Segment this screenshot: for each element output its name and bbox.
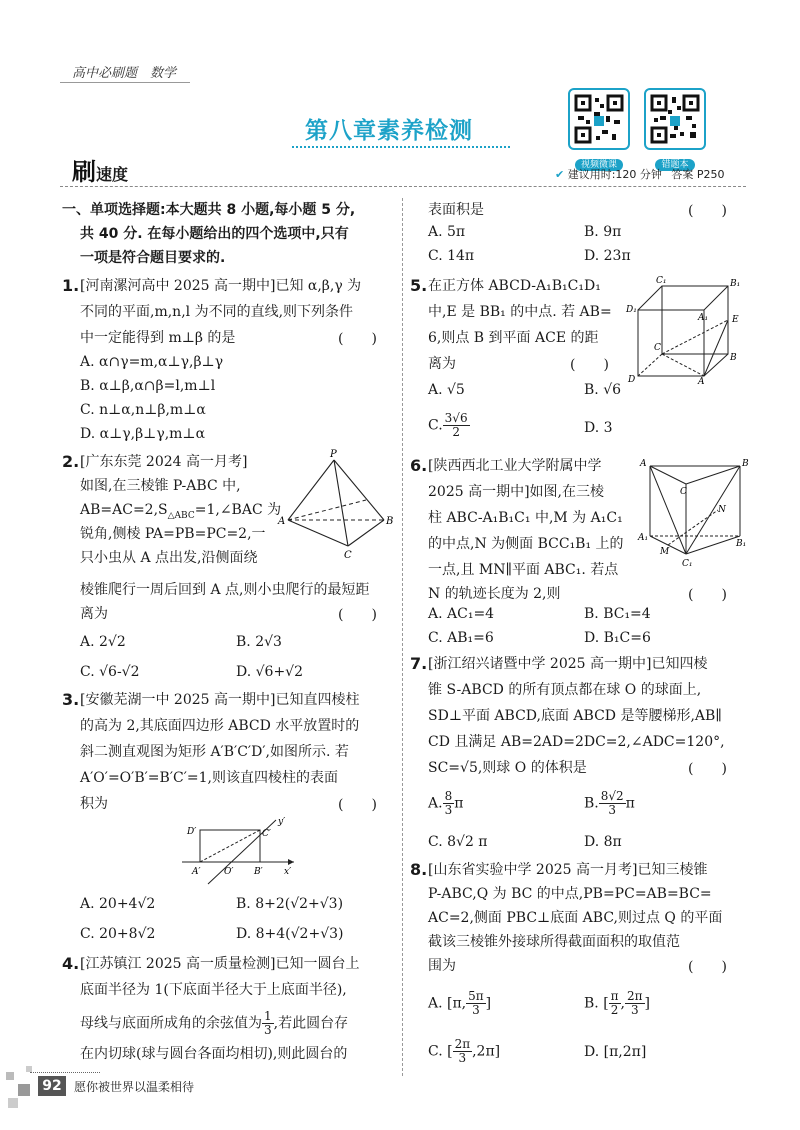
q2-line6: 棱锥爬行一周后回到 A 点,则小虫爬行的最短距	[80, 582, 370, 598]
q2-pyramid-figure	[276, 448, 392, 560]
qr-wrongbook[interactable]	[644, 88, 706, 171]
q8-answer-blank[interactable]: ( )	[688, 959, 727, 975]
q2-option-c[interactable]: C. √6-√2	[80, 664, 140, 680]
q1-number: 1.	[62, 276, 80, 295]
q1-option-a[interactable]: A. α∩γ=m,α⊥γ,β⊥γ	[80, 354, 224, 370]
q6-fig-m: M	[660, 547, 670, 557]
q3-answer-blank[interactable]: ( )	[338, 797, 377, 813]
q5-cube-figure	[626, 272, 750, 387]
q5-number: 5.	[410, 276, 428, 295]
q6-fig-c1: C₁	[682, 559, 693, 569]
q6-fig-a: A	[640, 459, 647, 469]
column-divider	[402, 198, 403, 1076]
q3-fig-y: y′	[278, 817, 286, 827]
q8-number: 8.	[410, 860, 428, 879]
q8-line2: P-ABC,Q 为 BC 的中点,PB=PC=AB=BC=	[428, 886, 712, 902]
q4-line5: 表面积是	[428, 202, 484, 218]
footer-motto: 愿你被世界以温柔相待	[74, 1080, 195, 1094]
q3-fig-x: x′	[284, 867, 292, 877]
q5-fig-c: C	[654, 343, 661, 353]
q4-answer-blank[interactable]: ( )	[688, 203, 727, 219]
q4-line2: 底面半径为 1(下底面半径大于上底面半径),	[80, 982, 347, 998]
qr-video-label: 视频微课	[575, 159, 623, 171]
q7-number: 7.	[410, 654, 428, 673]
q5-fig-a1: A₁	[698, 313, 709, 323]
q2-fig-c: C	[344, 550, 352, 561]
q4-line1: [江苏镇江 2025 高一质量检测]已知一圆台上	[80, 956, 360, 972]
q6-option-c[interactable]: C. AB₁=6	[428, 630, 494, 646]
q6-fig-c: C	[680, 487, 687, 497]
q2-line1: [广东东莞 2024 高一月考]	[80, 454, 248, 470]
q6-answer-blank[interactable]: ( )	[688, 587, 727, 603]
q3-number: 3.	[62, 690, 80, 709]
q1-answer-blank[interactable]: ( )	[338, 331, 377, 347]
q3-fig-a: A′	[192, 867, 201, 877]
q2-line5: 只小虫从 A 点出发,沿侧面绕	[80, 550, 258, 566]
q5-fig-d1: D₁	[626, 305, 637, 315]
q2-option-b[interactable]: B. 2√3	[236, 634, 282, 650]
q4-option-c[interactable]: C. 14π	[428, 248, 475, 264]
q6-fig-b: B	[742, 459, 749, 469]
q6-fig-b1: B₁	[736, 539, 747, 549]
chapter-title: 第八章素养检测	[305, 118, 473, 144]
q8-line4: 截该三棱锥外接球所得截面面积的取值范	[428, 934, 680, 950]
q5-line3: 6,则点 B 到平面 ACE 的距	[428, 330, 599, 346]
q6-prism-figure	[638, 454, 750, 570]
q6-option-d[interactable]: D. B₁C=6	[584, 630, 651, 646]
speed-heading	[72, 152, 128, 187]
q5-option-c[interactable]: C. $\frac{3√6}{2}$	[428, 411, 468, 439]
q7-option-c[interactable]: C. 8√2 π	[428, 834, 488, 850]
q8-option-a[interactable]: A. [π, $\frac{5\pi}{3}$ ]	[428, 989, 492, 1017]
q2-line4: 锐角,侧棱 PA=PB=PC=2,一	[80, 526, 266, 542]
qr-code-icon	[644, 88, 706, 150]
q8-line5: 围为	[428, 958, 456, 974]
header-rule	[60, 82, 190, 83]
q5-fig-d: D	[628, 375, 636, 385]
q6-number: 6.	[410, 456, 428, 475]
q3-line2: 的高为 2,其底面四边形 ABCD 水平放置时的	[80, 718, 360, 734]
q3-option-d[interactable]: D. 8+4(√2+√3)	[236, 926, 344, 942]
q2-number: 2.	[62, 452, 80, 471]
q6-line3: 柱 ABC-A₁B₁C₁ 中,M 为 A₁C₁	[428, 510, 623, 526]
q6-line4: 的中点,N 为侧面 BCC₁B₁ 上的	[428, 536, 624, 552]
q1-line2: 不同的平面,m,n,l 为不同的直线,则下列条件	[80, 304, 354, 320]
q1-option-d[interactable]: D. α⊥γ,β⊥γ,m⊥α	[80, 426, 206, 442]
q6-option-a[interactable]: A. AC₁=4	[428, 606, 495, 622]
q7-line4: CD 且满足 AB=2AD=2DC=2,∠ADC=120°,	[428, 734, 725, 750]
q7-line3: SD⊥平面 ABCD,底面 ABCD 是等腰梯形,AB∥	[428, 708, 722, 724]
qr-video[interactable]	[568, 88, 630, 171]
q7-line5: SC=√5,则球 O 的体积是	[428, 760, 587, 776]
q5-line1: 在正方体 ABCD-A₁B₁C₁D₁	[428, 278, 601, 294]
section-title-line1: 一、单项选择题:本大题共 8 小题,每小题 5 分,	[62, 202, 356, 218]
q8-line1: [山东省实验中学 2025 高一月考]已知三棱锥	[428, 862, 708, 878]
qr-wrongbook-label: 错题本	[655, 159, 694, 171]
q8-option-b[interactable]: B. [ $\frac{\pi}{2}$ , $\frac{2\pi}{3}$ ]	[584, 989, 650, 1017]
q6-line5: 一点,且 MN∥平面 ABC₁. 若点	[428, 562, 619, 578]
q5-line2: 中,E 是 BB₁ 的中点. 若 AB=	[428, 304, 612, 320]
q2-answer-blank[interactable]: ( )	[338, 607, 377, 623]
q2-line2: 如图,在三棱锥 P-ABC 中,	[80, 478, 241, 494]
speed-char: 刷	[72, 158, 96, 186]
q2-option-d[interactable]: D. √6+√2	[236, 664, 304, 680]
qr-code-icon	[568, 88, 630, 150]
footer-dots	[30, 1072, 100, 1073]
q6-line1: [陕西西北工业大学附属中学	[428, 458, 602, 474]
page-number: 92	[38, 1076, 66, 1096]
q4-option-d[interactable]: D. 23π	[584, 248, 631, 264]
heading-rule	[60, 186, 746, 187]
q3-line3: 斜二测直观图为矩形 A′B′C′D′,如图所示. 若	[80, 744, 349, 760]
q2-line3: $AB=AC=2,S_{\triangle ABC}=1,\angle BAC$ 为	[80, 502, 282, 521]
q1-option-c[interactable]: C. n⊥α,n⊥β,m⊥α	[80, 402, 206, 418]
q5-answer-blank[interactable]: ( )	[570, 357, 609, 373]
q2-fig-b: B	[386, 516, 394, 527]
q4-line3: 母线与底面所成角的余弦值为 $\frac{1}{3}$ ,若此圆台存	[80, 1009, 349, 1037]
q3-option-c[interactable]: C. 20+8√2	[80, 926, 156, 942]
q6-line6: N 的轨迹长度为 2,则	[428, 586, 561, 602]
q2-line7: 离为	[80, 606, 108, 622]
check-icon: ✔	[555, 168, 565, 181]
q4-number: 4.	[62, 954, 80, 973]
q1-line1: [河南漯河高中 2025 高一期中]已知 α,β,γ 为	[80, 278, 362, 294]
advice-time: 建议用时:120 分钟	[567, 168, 662, 181]
q7-line2: 锥 S-ABCD 的所有顶点都在球 O 的球面上,	[428, 682, 702, 698]
q7-line1: [浙江绍兴诸暨中学 2025 高一期中]已知四棱	[428, 656, 708, 672]
q5-option-a[interactable]: A. √5	[428, 382, 465, 398]
book-title: 高中必刷题 数学	[72, 66, 177, 81]
q6-option-b[interactable]: B. BC₁=4	[584, 606, 651, 622]
q3-option-b[interactable]: B. 8+2(√2+√3)	[236, 896, 344, 912]
title-underline	[292, 146, 510, 148]
q4-option-b[interactable]: B. 9π	[584, 224, 622, 240]
q2-fig-p: P	[330, 449, 337, 460]
section-title-line3: 一项是符合题目要求的.	[80, 250, 226, 266]
q1-option-b[interactable]: B. α⊥β,α∩β=l,m⊥l	[80, 378, 216, 394]
q4-fraction: $\frac{1}{3}$	[264, 1009, 272, 1037]
q3-line5: 积为	[80, 796, 108, 812]
q6-fig-a1: A₁	[638, 533, 649, 543]
speed-label: 速度	[96, 165, 129, 184]
q6-fig-n: N	[718, 505, 726, 515]
q3-line4: A′O′=O′B′=B′C′=1,则该直四棱柱的表面	[80, 770, 338, 786]
q3-fig-b: B′	[254, 867, 263, 877]
q3-rect-figure	[178, 812, 298, 886]
q4-line4: 在内切球(球与圆台各面均相切),则此圆台的	[80, 1046, 348, 1062]
q3-fig-c: C′	[262, 829, 271, 839]
q3-line1: [安徽芜湖一中 2025 高一期中]已知直四棱柱	[80, 692, 360, 708]
q3-fig-o: O′	[224, 867, 234, 877]
q7-answer-blank[interactable]: ( )	[688, 761, 727, 777]
advice-line	[555, 166, 725, 182]
q1-line3: 中一定能得到 m⊥β 的是	[80, 330, 236, 346]
q8-line3: AC=2,侧面 PBC⊥底面 ABC,则过点 Q 的平面	[428, 910, 723, 926]
q4-option-a[interactable]: A. 5π	[428, 224, 466, 240]
q5-option-d[interactable]: D. 3	[584, 420, 613, 436]
q6-line2: 2025 高一期中]如图,在三棱	[428, 484, 604, 500]
q7-option-a[interactable]: A. $\frac{8}{3}$ π	[428, 789, 464, 817]
q8-option-d[interactable]: D. [π,2π]	[584, 1044, 647, 1060]
q2-option-a[interactable]: A. 2√2	[80, 634, 126, 650]
q5-option-b[interactable]: B. √6	[584, 382, 622, 398]
q3-fig-d: D′	[187, 827, 197, 837]
q3-option-a[interactable]: A. 20+4√2	[80, 896, 156, 912]
q2-fig-a: A	[278, 516, 286, 527]
q5-fig-a: A	[698, 377, 705, 387]
q7-option-d[interactable]: D. 8π	[584, 834, 622, 850]
q5-fig-b: B	[730, 353, 737, 363]
q5-fig-e: E	[732, 315, 739, 325]
q5-fig-b1: B₁	[730, 279, 741, 289]
q5-fig-c1: C₁	[656, 276, 667, 286]
advice-answer: 答案 P250	[671, 168, 725, 181]
section-title-line2: 共 40 分. 在每小题给出的四个选项中,只有	[80, 226, 349, 242]
q8-option-c[interactable]: C. [ $\frac{2\pi}{3}$ ,2π]	[428, 1037, 501, 1065]
q7-option-b[interactable]: B. $\frac{8√2}{3}$ π	[584, 789, 635, 817]
q5-line4: 离为	[428, 356, 456, 372]
